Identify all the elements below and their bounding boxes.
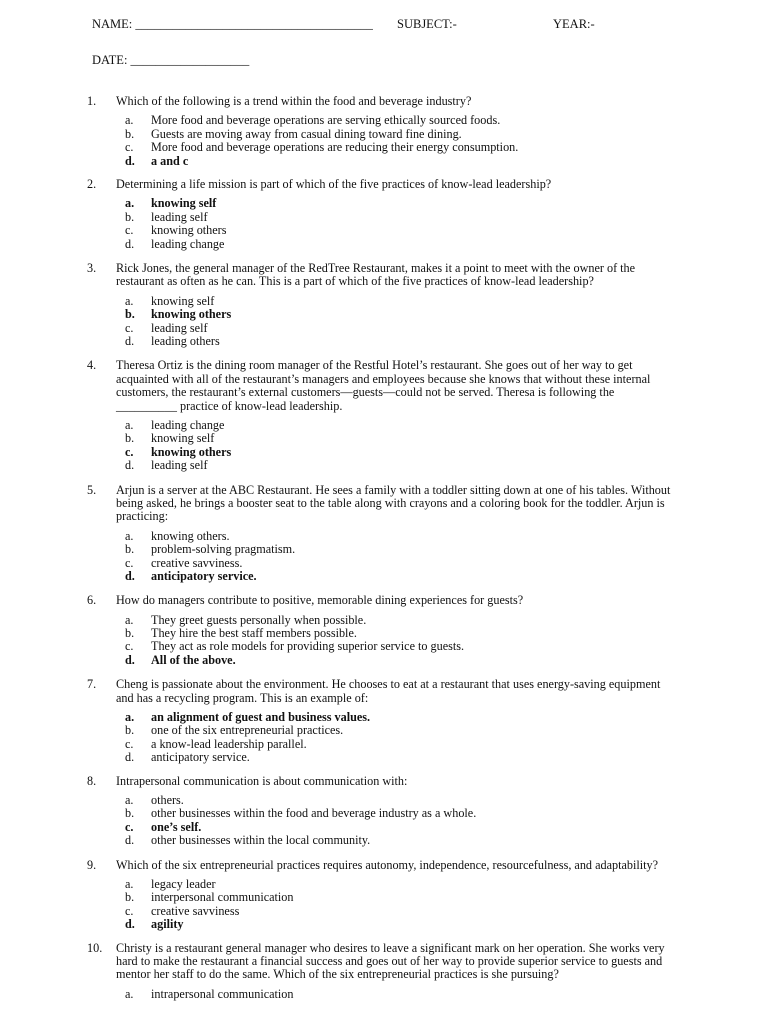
answer-option: [0, 614, 768, 627]
option-text: creative savviness: [151, 903, 240, 918]
question-3: [0, 262, 768, 348]
option-letter: d.: [125, 153, 135, 168]
answer-option: [0, 211, 768, 224]
subject-field-label: SUBJECT:-: [397, 17, 457, 31]
option-letter: b.: [125, 890, 135, 905]
answer-options: [0, 114, 768, 168]
option-text: They act as role models for providing superior service to guests.: [151, 639, 465, 654]
option-text: a and c: [151, 153, 189, 168]
question-10: [0, 942, 768, 1002]
option-text: creative savviness.: [151, 555, 243, 570]
question-number: 1.: [87, 94, 97, 108]
answer-option: [0, 988, 768, 1001]
option-letter: d.: [125, 333, 135, 348]
answer-options: [0, 614, 768, 668]
option-text: knowing others: [151, 307, 232, 322]
question-text: How do managers contribute to positive, memorable dining experiences for guests?: [116, 593, 524, 608]
answer-option: [0, 322, 768, 335]
question-number: 9.: [87, 857, 97, 872]
question-number: 5.: [87, 482, 97, 497]
answer-option: [0, 751, 768, 764]
answer-option: [0, 627, 768, 640]
option-letter: d.: [125, 568, 135, 583]
answer-option-correct: [0, 711, 768, 724]
answer-option-correct: [0, 446, 768, 459]
option-letter: b.: [125, 307, 135, 322]
option-text: leading change: [151, 236, 225, 251]
answer-option: [0, 878, 768, 891]
answer-option-correct: [0, 197, 768, 210]
option-text: an alignment of guest and business values.: [151, 710, 371, 725]
option-text: knowing others.: [151, 528, 230, 543]
question-number: 7.: [87, 677, 97, 692]
option-letter: d.: [125, 236, 135, 251]
option-text: leading self: [151, 458, 208, 473]
year-field-label: YEAR:-: [553, 17, 595, 31]
option-letter: a.: [125, 877, 134, 891]
option-text: anticipatory service.: [151, 568, 257, 583]
option-text: Guests are moving away from casual dining toward fine dining.: [151, 126, 462, 141]
option-text: All of the above.: [151, 652, 236, 667]
option-text: problem-solving pragmatism.: [151, 542, 296, 557]
answer-option: [0, 834, 768, 847]
answer-option-correct: [0, 918, 768, 931]
option-letter: a.: [125, 793, 134, 808]
question-number: 8.: [87, 773, 97, 788]
option-letter: d.: [125, 917, 135, 932]
option-letter: c.: [125, 320, 134, 335]
option-text: leading others: [151, 333, 220, 348]
answer-option: [0, 738, 768, 751]
answer-option: [0, 905, 768, 918]
answer-option: [0, 807, 768, 820]
answer-options: [0, 295, 768, 349]
option-text: one of the six entrepreneurial practices.: [151, 723, 344, 738]
option-text: a know-lead leadership parallel.: [151, 736, 307, 751]
question-5: [0, 484, 768, 584]
option-text: They hire the best staff members possible.: [151, 626, 357, 641]
question-text: Arjun is a server at the ABC Restaurant. He sees a family with a toddler sitting down at one of his tables. Without being asked, he brings a booster seat to the table along with crayons and a coloring book for the toddler. Arjun is practicing:: [116, 482, 671, 524]
answer-option: [0, 530, 768, 543]
option-letter: d.: [125, 458, 135, 473]
question-text: Which of the six entrepreneurial practices requires autonomy, independence, resourcefulness, and adaptability?: [116, 857, 659, 872]
answer-options: [0, 988, 768, 1001]
answer-option: [0, 724, 768, 737]
option-text: agility: [151, 917, 184, 932]
answer-option: [0, 459, 768, 472]
answer-option: [0, 335, 768, 348]
question-6: [0, 594, 768, 667]
answer-option-correct: [0, 570, 768, 583]
question-8: [0, 775, 768, 848]
question-text: Which of the following is a trend within the food and beverage industry?: [116, 94, 472, 108]
answer-option: [0, 432, 768, 445]
answer-options: [0, 530, 768, 584]
answer-option: [0, 114, 768, 127]
option-letter: a.: [125, 196, 135, 211]
option-text: interpersonal communication: [151, 890, 294, 905]
question-number: 3.: [87, 260, 97, 275]
option-text: others.: [151, 793, 184, 808]
option-letter: b.: [125, 431, 135, 446]
option-text: other businesses within the food and beverage industry as a whole.: [151, 806, 477, 821]
option-letter: a.: [125, 986, 134, 1001]
answer-option: [0, 794, 768, 807]
answer-option-correct: [0, 155, 768, 168]
answer-option-correct: [0, 308, 768, 321]
option-letter: b.: [125, 209, 135, 224]
option-letter: a.: [125, 528, 134, 543]
answer-option: [0, 543, 768, 556]
option-letter: b.: [125, 806, 135, 821]
answer-option-correct: [0, 654, 768, 667]
question-list: [0, 95, 768, 1001]
question-text: Rick Jones, the general manager of the RedTree Restaurant, makes it a point to meet with the owner of the restaurant as often as he can. This is a part of which of the five practices of know-lead leadership?: [116, 260, 636, 289]
option-letter: a.: [125, 417, 134, 432]
name-field-label: NAME: ______________________________________: [92, 17, 373, 31]
option-letter: a.: [125, 293, 134, 308]
option-letter: c.: [125, 444, 134, 459]
option-text: intrapersonal communication: [151, 986, 294, 1001]
answer-option: [0, 141, 768, 154]
answer-option: [0, 419, 768, 432]
question-number: 4.: [87, 358, 97, 373]
option-letter: a.: [125, 710, 135, 725]
option-letter: c.: [125, 903, 134, 918]
option-letter: b.: [125, 126, 135, 141]
answer-option: [0, 640, 768, 653]
answer-options: [0, 197, 768, 251]
answer-option: [0, 224, 768, 237]
answer-options: [0, 419, 768, 473]
option-letter: c.: [125, 639, 134, 654]
option-letter: b.: [125, 542, 135, 557]
answer-option: [0, 295, 768, 308]
question-text: Cheng is passionate about the environment. He chooses to eat at a restaurant that uses energy-saving equipment and has a recycling program. This is an example of:: [116, 677, 661, 705]
option-letter: b.: [125, 723, 135, 738]
option-text: leading self: [151, 320, 208, 335]
answer-option: [0, 238, 768, 251]
option-text: leading change: [151, 417, 225, 432]
option-text: legacy leader: [151, 877, 216, 891]
option-letter: d.: [125, 652, 135, 667]
option-letter: c.: [125, 223, 134, 238]
question-text: Christy is a restaurant general manager who desires to leave a significant mark on her operation. She works very hard to make the restaurant a financial success and goes out of her way to provide superior service to guests and mentor her staff to do the same. Which of the six entrepreneurial practices is she pursuing?: [116, 940, 665, 982]
option-letter: d.: [125, 750, 135, 765]
question-1: [0, 95, 768, 168]
option-text: knowing self: [151, 196, 217, 211]
question-text: Theresa Ortiz is the dining room manager of the Restful Hotel’s restaurant. She goes out of her way to get acquainted with all of the restaurant’s managers and employees because she knows that without these internal customers, the restaurant’s external customers—guests—could not be served. Theresa is following the __________ practice of know-lead leadership.: [116, 358, 651, 413]
option-text: leading self: [151, 209, 208, 224]
answer-option: [0, 128, 768, 141]
answer-option: [0, 891, 768, 904]
option-text: knowing others: [151, 444, 232, 459]
option-letter: b.: [125, 626, 135, 641]
option-letter: c.: [125, 555, 134, 570]
question-number: 6.: [87, 593, 97, 608]
option-letter: c.: [125, 819, 134, 834]
option-text: knowing others: [151, 223, 227, 238]
option-letter: c.: [125, 140, 134, 155]
question-4: [0, 359, 768, 472]
option-text: They greet guests personally when possible.: [151, 612, 367, 627]
option-letter: d.: [125, 833, 135, 848]
question-text: Determining a life mission is part of which of the five practices of know-lead leadership?: [116, 176, 552, 191]
option-text: other businesses within the local community.: [151, 833, 371, 848]
option-text: More food and beverage operations are reducing their energy consumption.: [151, 140, 519, 155]
option-letter: a.: [125, 113, 134, 128]
option-text: More food and beverage operations are serving ethically sourced foods.: [151, 113, 501, 128]
option-letter: c.: [125, 736, 134, 751]
question-7: [0, 678, 768, 764]
option-text: knowing self: [151, 431, 215, 446]
answer-options: [0, 794, 768, 848]
date-field-label: DATE: ___________________: [92, 53, 250, 67]
question-text: Intrapersonal communication is about communication with:: [116, 773, 408, 788]
option-text: knowing self: [151, 293, 215, 308]
option-letter: a.: [125, 612, 134, 627]
answer-options: [0, 878, 768, 932]
question-2: [0, 178, 768, 251]
option-text: anticipatory service.: [151, 750, 250, 765]
answer-options: [0, 711, 768, 765]
answer-option-correct: [0, 821, 768, 834]
question-number: 10.: [87, 940, 103, 955]
question-number: 2.: [87, 176, 97, 191]
answer-option: [0, 557, 768, 570]
option-text: one’s self.: [151, 819, 202, 834]
question-9: [0, 859, 768, 932]
